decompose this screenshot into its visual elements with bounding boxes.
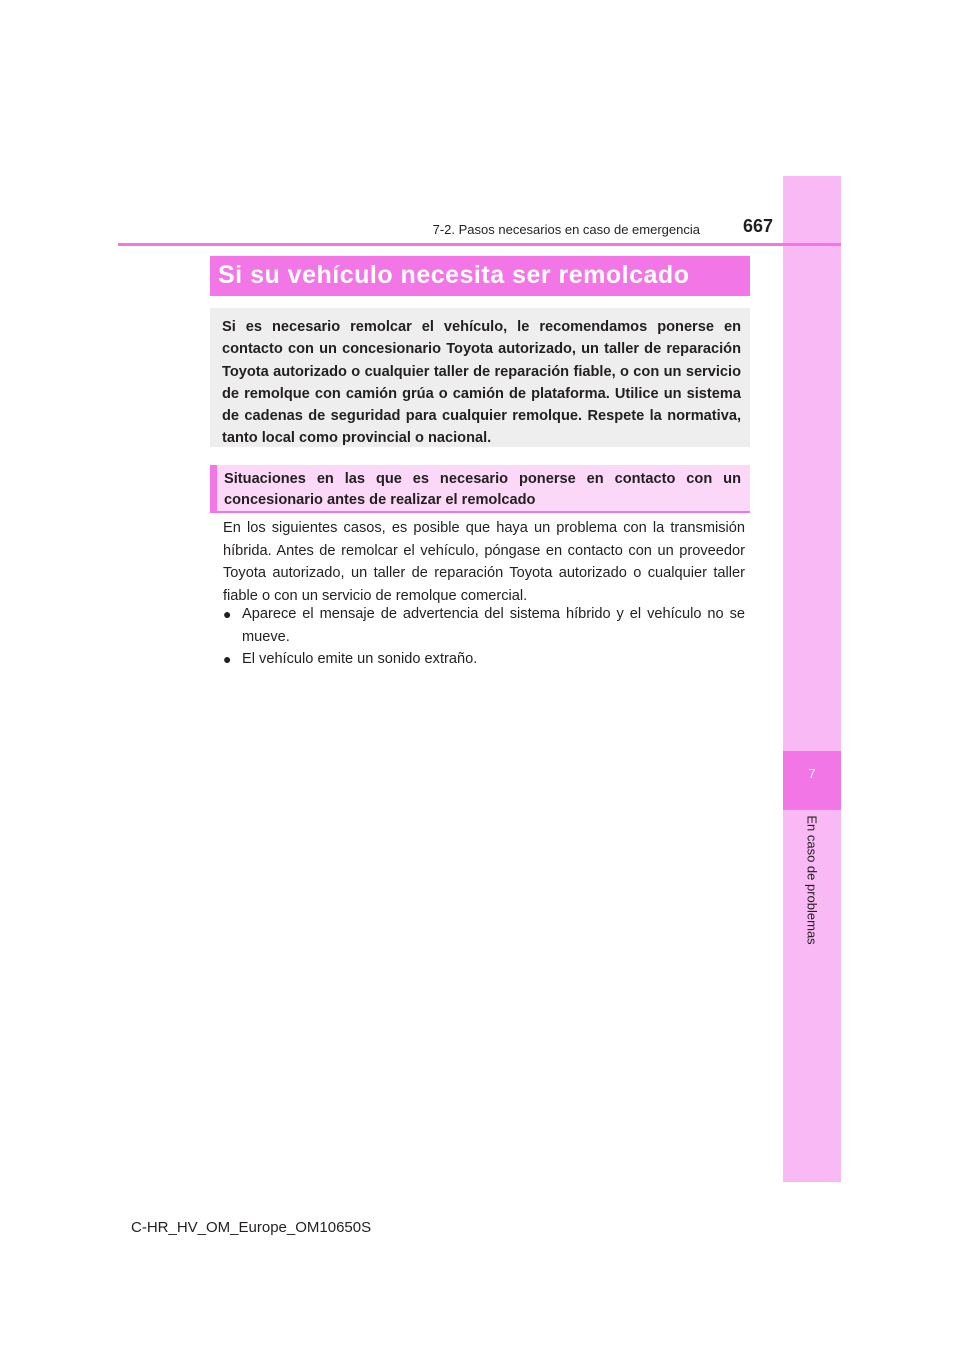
subsection-heading: Situaciones en las que es necesario ponerse en contacto con un concesionario antes de realizar el remolcado bbox=[210, 465, 750, 512]
list-item bbox=[223, 648, 745, 671]
header-divider bbox=[118, 243, 841, 246]
list-item bbox=[223, 603, 745, 648]
subsection-underline bbox=[210, 511, 750, 513]
list-item-text: Aparece el mensaje de advertencia del sistema híbrido y el vehículo no se mueve. bbox=[242, 606, 745, 645]
section-header: 7-2. Pasos necesarios en caso de emergencia bbox=[432, 222, 700, 237]
page-number: 667 bbox=[742, 216, 773, 236]
intro-box: Si es necesario remolcar el vehículo, le recomendamos ponerse en contacto con un concesionario Toyota autorizado, un taller de reparación Toyota autorizado o cualquier taller de reparación fiable, o con un servicio de remolque con camión grúa o camión de plataforma. Utilice un sistema de cadenas de seguridad para cualquier remolque. Respete la normativa, tanto local como provincial o nacional. bbox=[210, 308, 750, 447]
bullet-icon: ● bbox=[223, 606, 232, 622]
subsection-body: En los siguientes casos, es posible que haya un problema con la transmisión híbrida. Antes de remolcar el vehículo, póngase en contacto con un proveedor Toyota autorizado, un taller de reparación Toyota autorizado o cualquier taller fiable o con un servicio de remolque comercial. bbox=[223, 520, 745, 604]
subsection-accent-bar bbox=[210, 465, 217, 512]
side-tab-strip bbox=[783, 176, 841, 1182]
bullet-icon: ● bbox=[223, 651, 232, 667]
chapter-title: En caso de problemas bbox=[804, 815, 820, 945]
page-title: Si su vehículo necesita ser remolcado bbox=[210, 256, 750, 296]
document-code: C-HR_HV_OM_Europe_OM10650S bbox=[131, 1219, 372, 1236]
list-item-text: El vehículo emite un sonido extraño. bbox=[242, 651, 478, 667]
chapter-number: 7 bbox=[808, 766, 816, 781]
